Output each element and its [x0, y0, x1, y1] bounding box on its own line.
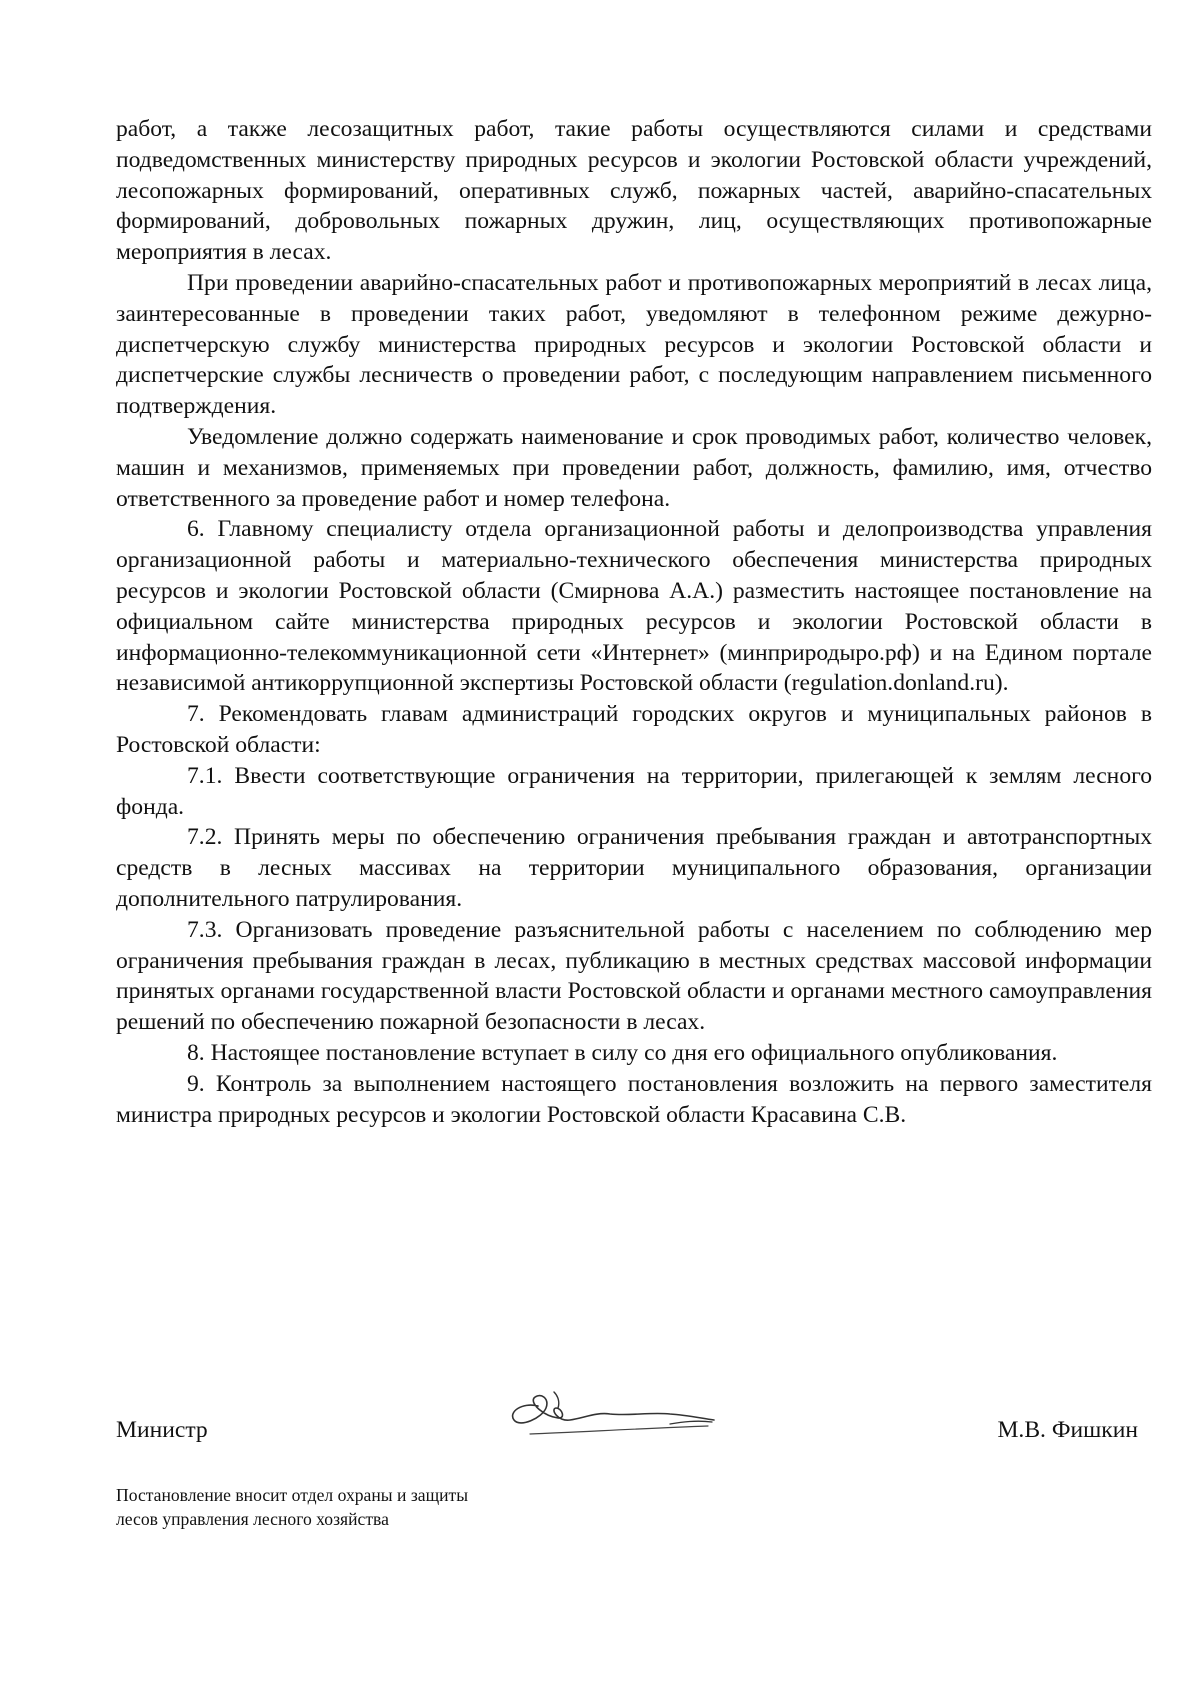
- paragraph-7-1: 7.1. Ввести соответствующие ограничения на территории, прилегающей к землям лесного фонда.: [116, 762, 1152, 820]
- paragraph-continuation: работ, а также лесозащитных работ, такие работы осуществляются силами и средствами подведомственных министерству природных ресурсов и экологии Ростовской области учреждений, лесопожарных формирований, оперативных служб, пожарных частей, аварийно-спасательных формирований, добровольных пожарных дружин, лиц, осуществляющих противопожарные мероприятия в лесах.: [116, 116, 1152, 266]
- paragraph-7: 7. Рекомендовать главам администраций городских округов и муниципальных районов в Ростовской области:: [116, 701, 1152, 758]
- paragraph-emergency-works: При проведении аварийно-спасательных работ и противопожарных мероприятий в лесах лица, заинтересованные в проведении таких работ, уведомляют в телефонном режиме дежурно-диспетчерскую службу министерства природных ресурсов и экологии Ростовской области и диспетчерские службы лесничеств о проведении работ, с последующим направлением письменного подтверждения.: [116, 269, 1152, 420]
- signatory-title: Министр: [116, 1417, 208, 1443]
- paragraph-9: 9. Контроль за выполнением настоящего постановления возложить на первого заместителя министра природных ресурсов и экологии Ростовской области Красавина С.В.: [116, 1070, 1152, 1128]
- document-footnote: [116, 1484, 636, 1531]
- paragraph-7-2: 7.2. Принять меры по обеспечению ограничения пребывания граждан и автотранспортных средств в лесных массивах на территории муниципального образования, организации дополнительного патрулирования.: [116, 824, 1152, 912]
- signature-block: [116, 1413, 1152, 1447]
- paragraph-7-3: 7.3. Организовать проведение разъяснительной работы с населением по соблюдению мер ограничения пребывания граждан в лесах, публикацию в местных средствах массовой информации принятых органами государственной власти Ростовской области и органами местного самоуправления решений по обеспечению пожарной безопасности в лесах.: [116, 916, 1152, 1036]
- paragraph-6: 6. Главному специалисту отдела организационной работы и делопроизводства управления организационной работы и материально-технического обеспечения министерства природных ресурсов и экологии Ростовской области (Смирнова А.А.) разместить настоящее постановление на официальном сайте министерства природных ресурсов и экологии Ростовской области в информационно-телекоммуникационной сети «Интернет» (минприродыро.рф) и на Едином портале независимой антикоррупционной экспертизы Ростовской области (regulation.donland.ru).: [116, 516, 1152, 697]
- footnote-line-1: Постановление вносит отдел охраны и защиты: [116, 1485, 469, 1505]
- document-body: [116, 114, 1152, 1130]
- signatory-name: М.В. Фишкин: [997, 1417, 1138, 1443]
- paragraph-notification: Уведомление должно содержать наименование и срок проводимых работ, количество человек, машин и механизмов, применяемых при проведении работ, должность, фамилию, имя, отчество ответственного за проведение работ и номер телефона.: [116, 423, 1152, 512]
- paragraph-8: 8. Настоящее постановление вступает в силу со дня его официального опубликования.: [187, 1039, 1058, 1066]
- footnote-line-2: лесов управления лесного хозяйства: [116, 1508, 389, 1529]
